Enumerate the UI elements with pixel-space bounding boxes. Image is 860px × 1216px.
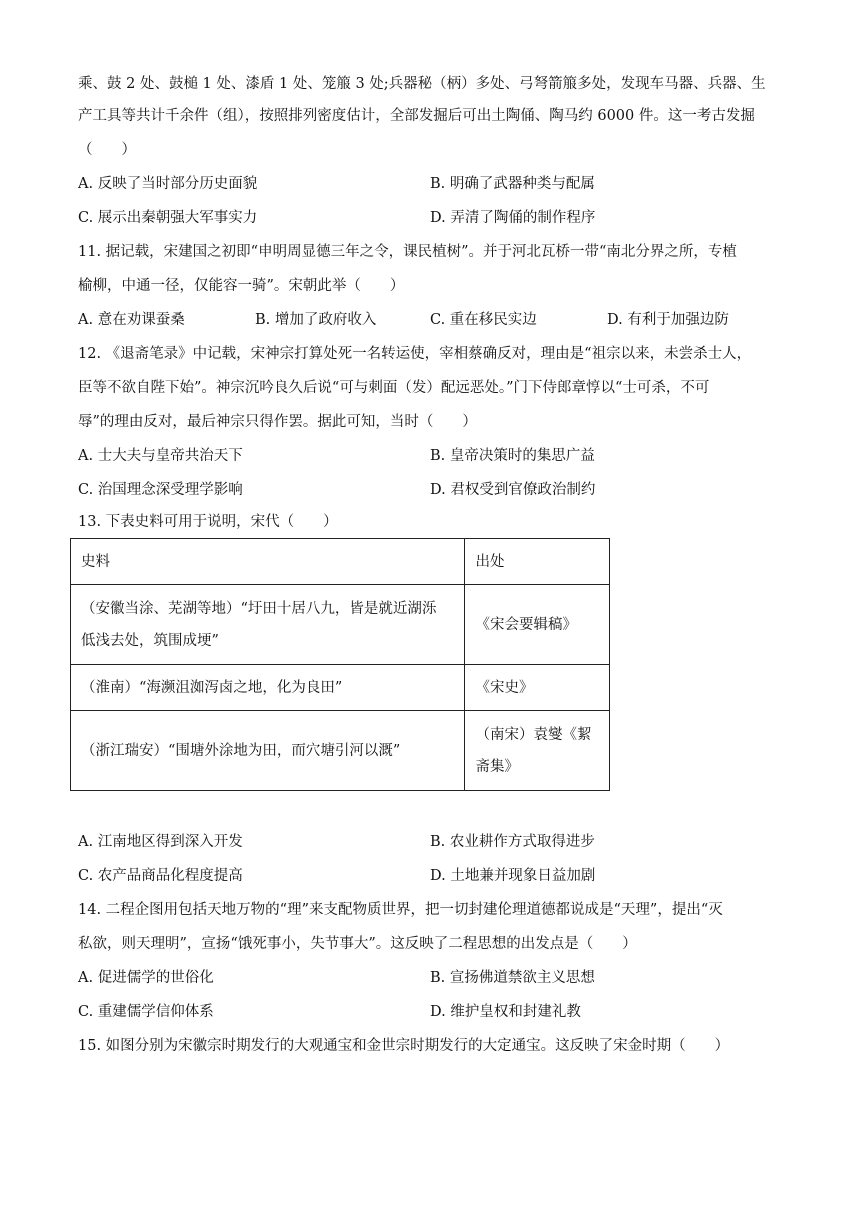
q14-option-c[interactable]: C. 重建儒学信仰体系: [78, 1004, 214, 1020]
cell-line: 《宋史》: [475, 679, 534, 696]
q10-stem-line-2: 产工具等共计千余件（组），按照排列密度估计，全部发掘后可出土陶俑、陶马约 6000 件。这一考古发掘: [78, 108, 755, 124]
q11-stem-line-2: 榆柳，中通一径，仅能容一骑”。宋朝此举（ ）: [78, 278, 405, 294]
q10-option-a[interactable]: A. 反映了当时部分历史面貌: [78, 176, 258, 192]
q12-option-a[interactable]: A. 士大夫与皇帝共治天下: [78, 448, 243, 464]
q11-option-a[interactable]: A. 意在劝课蚕桑: [78, 312, 185, 328]
q10-option-b[interactable]: B. 明确了武器种类与配属: [430, 176, 595, 192]
table-cell-material: [71, 585, 465, 665]
table-header-source: 出处: [465, 539, 610, 585]
cell-line: 低浅去处，筑围成埂”: [81, 632, 219, 649]
table-header-material: 史料: [71, 539, 465, 585]
q10-option-c[interactable]: C. 展示出秦朝强大军事实力: [78, 210, 258, 226]
q11-option-d[interactable]: D. 有利于加强边防: [607, 312, 729, 328]
table-cell-source: [465, 665, 610, 711]
table-cell-source: [465, 711, 610, 791]
q13-option-b[interactable]: B. 农业耕作方式取得进步: [430, 834, 595, 850]
q12-option-b[interactable]: B. 皇帝决策时的集思广益: [430, 448, 595, 464]
q14-option-a[interactable]: A. 促进儒学的世俗化: [78, 970, 214, 986]
cell-line: （南宋）袁燮《絜: [475, 726, 592, 743]
q13-option-d[interactable]: D. 土地兼并现象日益加剧: [430, 868, 596, 884]
q10-option-d[interactable]: D. 弄清了陶俑的制作程序: [430, 210, 596, 226]
q13-option-c[interactable]: C. 农产品商品化程度提高: [78, 868, 243, 884]
q12-stem-line-1: 12. 《退斋笔录》中记载，宋神宗打算处死一名转运使，宰相蔡确反对，理由是“祖宗以来，未尝杀士人，: [78, 346, 752, 362]
q12-option-d[interactable]: D. 君权受到官僚政治制约: [430, 482, 596, 498]
q11-option-c[interactable]: C. 重在移民实边: [430, 312, 537, 328]
q11-option-b[interactable]: B. 增加了政府收入: [255, 312, 377, 328]
q10-stem-line-1: 乘、鼓 2 处、鼓槌 1 处、漆盾 1 处、笼箙 3 处;兵器秘（柄）多处、弓弩箭箙多处，发现车马器、兵器、生: [78, 76, 766, 92]
q12-stem-line-2: 臣等不欲自陛下始”。神宗沉吟良久后说“可与刺面（发）配远恶处。”门下侍郎章惇以“士可杀，不可: [78, 380, 710, 396]
table-row: [71, 711, 610, 791]
table-cell-material: [71, 711, 465, 791]
q14-option-d[interactable]: D. 维护皇权和封建礼教: [430, 1004, 581, 1020]
table-header-row: [71, 539, 610, 585]
table-row: [71, 665, 610, 711]
cell-line: 《宋会要辑稿》: [475, 616, 577, 633]
q13-stem: 13. 下表史料可用于说明，宋代（ ）: [78, 514, 338, 530]
q12-stem-line-3: 辱”的理由反对，最后神宗只得作罢。据此可知，当时（ ）: [78, 414, 477, 430]
cell-line: （浙江瑞安）“围塘外涂地为田，而穴塘引河以溉”: [81, 742, 401, 759]
cell-line: （安徽当涂、芜湖等地）“圩田十居八九，皆是就近湖泺: [81, 600, 437, 617]
q13-option-a[interactable]: A. 江南地区得到深入开发: [78, 834, 243, 850]
cell-line: 斋集》: [475, 758, 519, 775]
q12-option-c[interactable]: C. 治国理念深受理学影响: [78, 482, 243, 498]
cell-line: （淮南）“海濒沮洳泻卤之地，化为良田”: [81, 679, 343, 696]
q10-stem-line-3: （ ）: [78, 142, 136, 158]
q14-stem-line-1: 14. 二程企图用包括天地万物的“理”来支配物质世界，把一切封建伦理道德都说成是“天理”，提出“灭: [78, 902, 723, 918]
q14-stem-line-2: 私欲，则天理明”，宣扬“饿死事小，失节事大”。这反映了二程思想的出发点是（ ）: [78, 936, 637, 952]
q15-stem: 15. 如图分别为宋徽宗时期发行的大观通宝和金世宗时期发行的大定通宝。这反映了宋金时期（ ）: [78, 1038, 730, 1054]
source-table: [70, 538, 610, 791]
table-cell-source: [465, 585, 610, 665]
table-cell-material: [71, 665, 465, 711]
table-row: [71, 585, 610, 665]
q11-stem-line-1: 11. 据记载，宋建国之初即“申明周显德三年之令，课民植树”。并于河北瓦桥一带“南北分界之所，专植: [78, 244, 737, 260]
q14-option-b[interactable]: B. 宣扬佛道禁欲主义思想: [430, 970, 595, 986]
